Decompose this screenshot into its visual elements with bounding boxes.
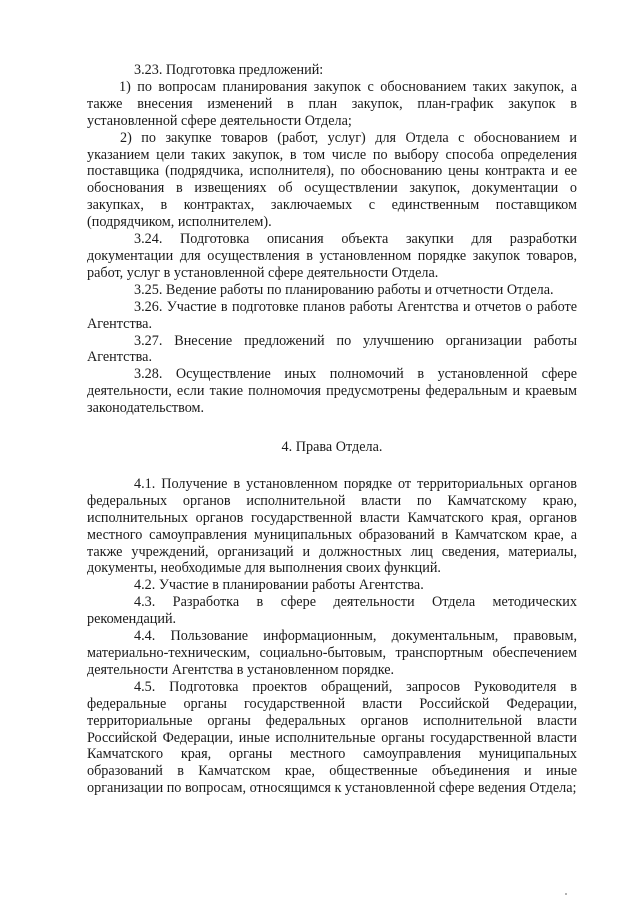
clause-3-27: 3.27. Внесение предложений по улучшению организации работы Агентства.: [87, 332, 577, 366]
clause-4-1: 4.1. Получение в установленном порядке от территориальных органов федеральных органов исполнительной власти по Камчатскому краю, исполнительных органов государственной власти Камчатского края, органов местного самоуправления муниципальных образований в Камчатском крае, а также учреждений, организаций и должностных лиц сведения, материалы, документы, необходимые для выполнения своих функций.: [87, 475, 577, 577]
clause-4-5: 4.5. Подготовка проектов обращений, запросов Руководителя в федеральные органы государственной власти Российской Федерации, территориальные органы федеральных органов исполнительной власти Российской Федерации, иные исполнительные органы государственной власти Камчатского края, органы местного самоуправления муниципальных образований в Камчатском крае, общественные объединения и иные организации по вопросам, относящимся к установленной сфере ведения Отдела;: [87, 678, 577, 797]
clause-4-2: 4.2. Участие в планировании работы Агентства.: [134, 577, 424, 594]
clause-3-26: 3.26. Участие в подготовке планов работы Агентства и отчетов о работе Агентства.: [87, 298, 577, 332]
clause-3-24: 3.24. Подготовка описания объекта закупки для разработки документации для осуществления в установленном порядке закупок товаров, работ, услуг в установленной сфере деятельности Отдела.: [87, 231, 577, 281]
document-body: [87, 62, 577, 797]
clause-3-23: 3.23. Подготовка предложений:: [134, 62, 324, 78]
clause-3-25: 3.25. Ведение работы по планированию работы и отчетности Отдела.: [134, 281, 554, 298]
clause-4-3: 4.3. Разработка в сфере деятельности Отдела методических рекомендаций.: [87, 594, 577, 628]
clause-3-23-item-2: 2) по закупке товаров (работ, услуг) для Отдела с обоснованием и указанием цели таких закупок, в том числе по выбору способа определения поставщика (подрядчика, исполнителя), по обоснованию цены контракта и ее обоснования в извещениях об осуществлении закупок, документации о закупках, в контрактах, заключаемых с единственным поставщиком (подрядчиком, исполнителем).: [87, 129, 577, 231]
scan-speck: [565, 893, 567, 895]
clause-4-4: 4.4. Пользование информационным, документальным, правовым, материально-техническим, социально-бытовым, транспортным обеспечением деятельности Агентства в установленном порядке.: [87, 628, 577, 678]
section-title: 4. Права Отдела.: [281, 439, 383, 456]
clause-3-23-item-1: 1) по вопросам планирования закупок с обоснованием таких закупок, а также внесения изменений в план закупок, план-график закупок в установленной сфере деятельности Отдела;: [87, 78, 577, 129]
clause-3-28: 3.28. Осуществление иных полномочий в установленной сфере деятельности, если такие полномочия предусмотрены федеральным и краевым законодательством.: [87, 366, 577, 417]
